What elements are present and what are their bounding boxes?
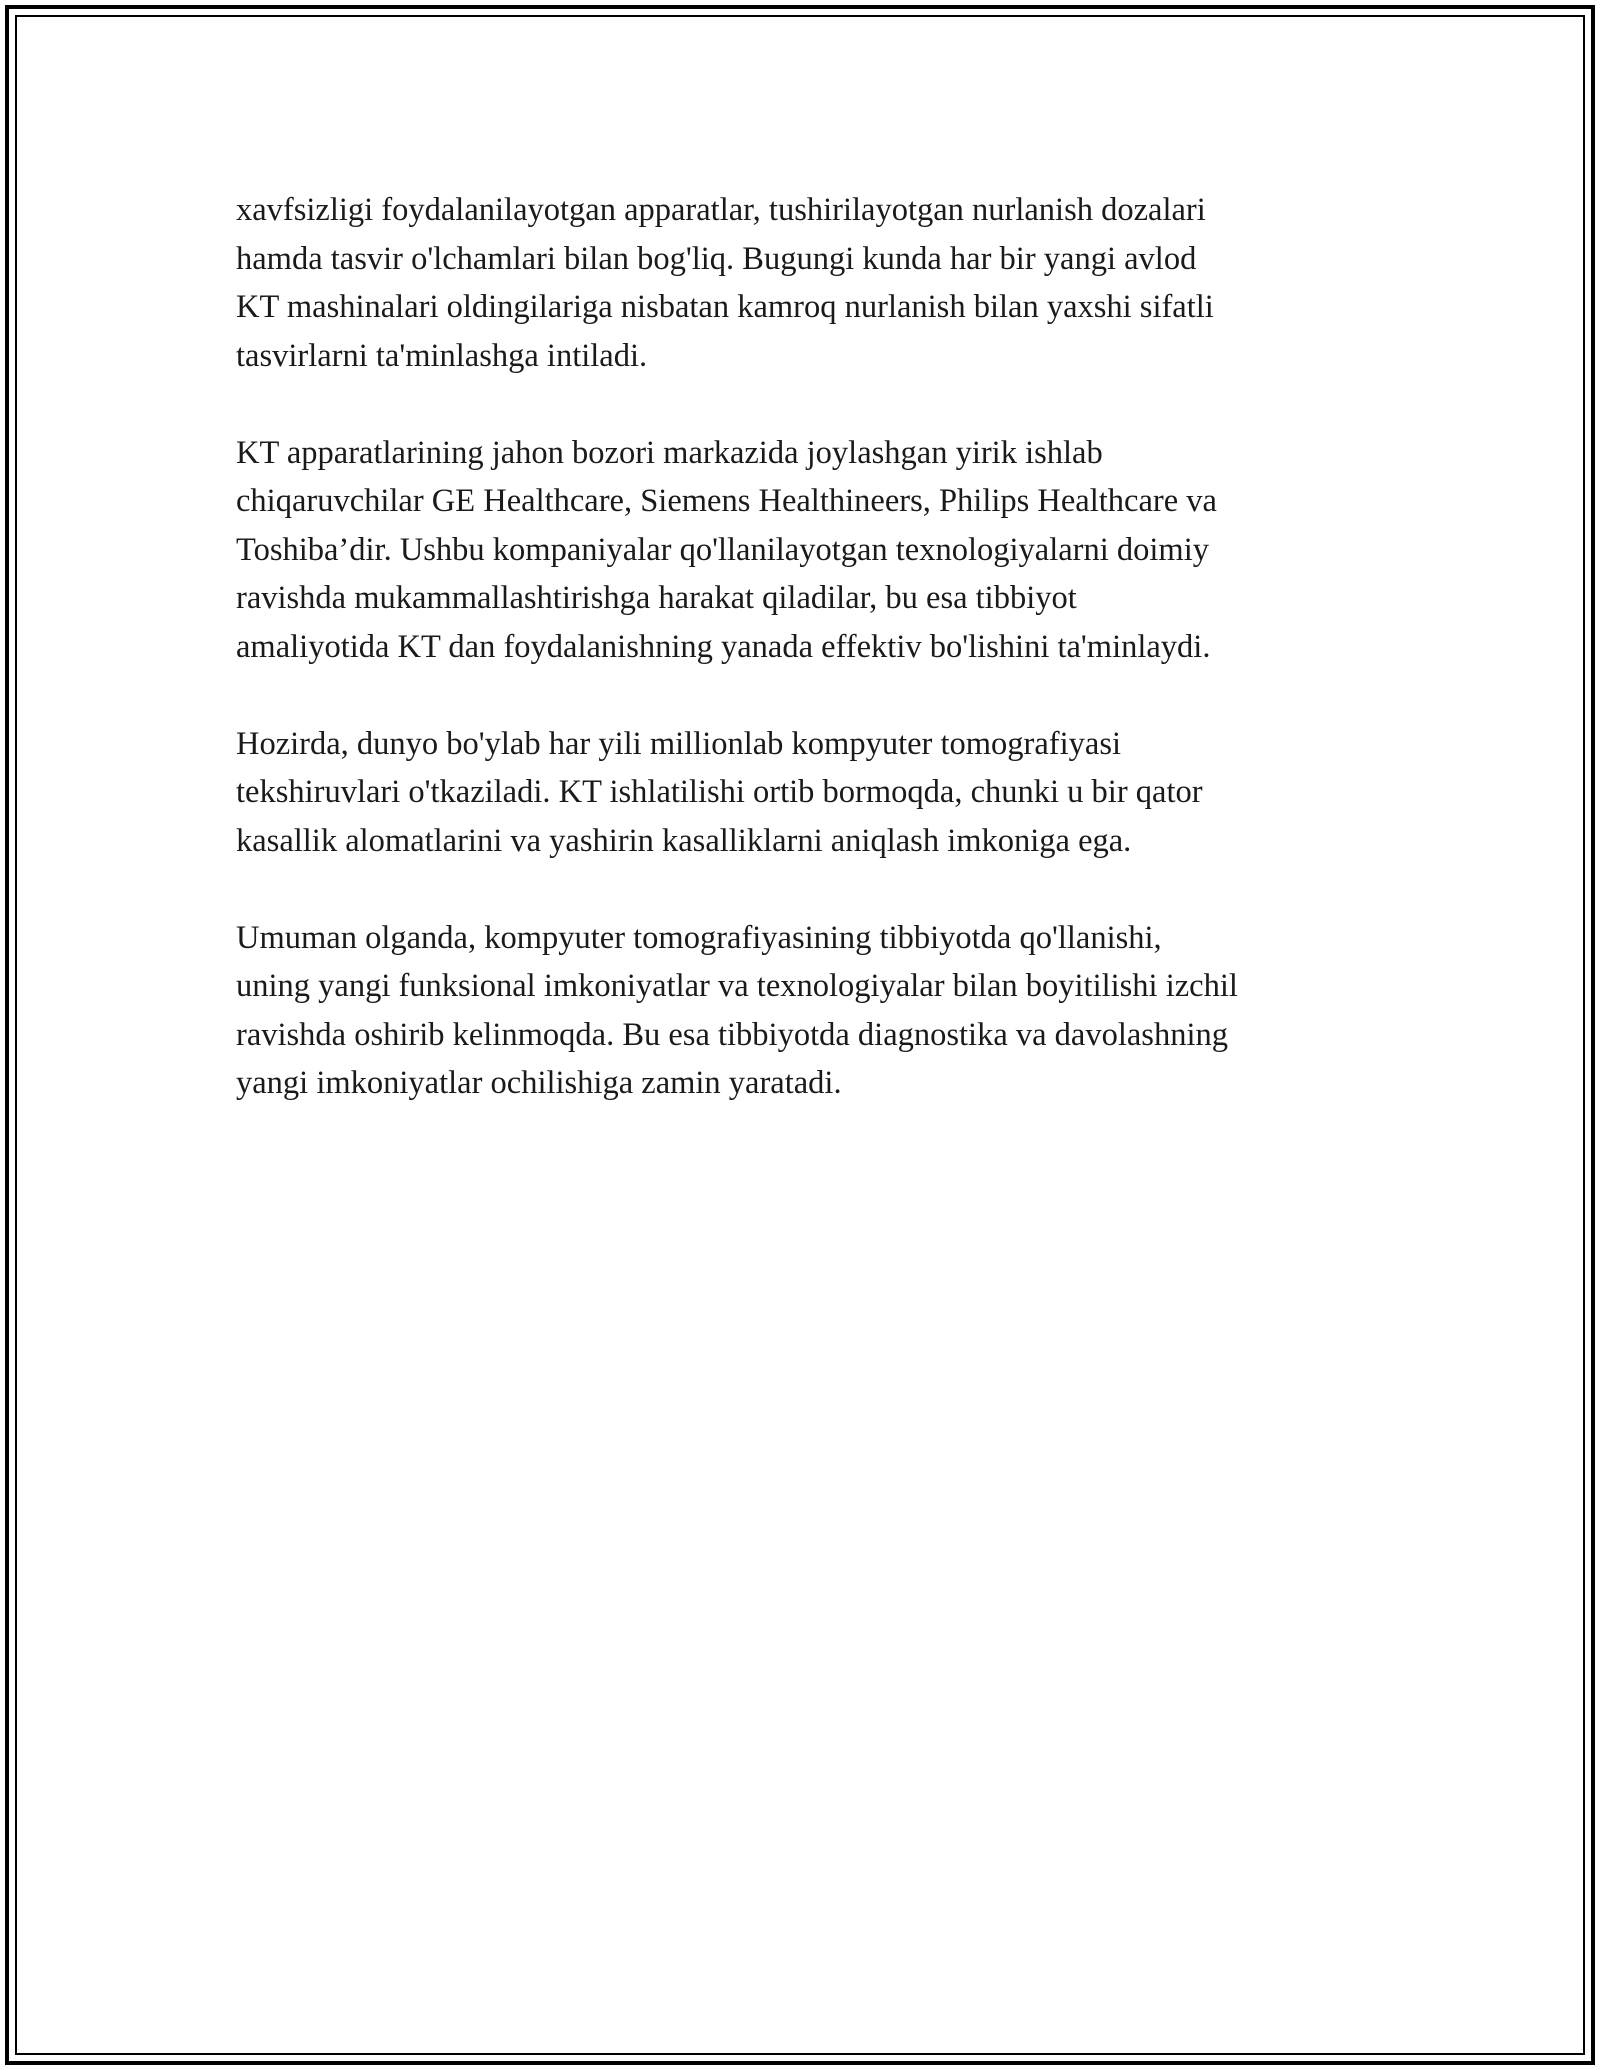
text-line: Hozirda, dunyo bo'ylab har yili millionlab kompyuter tomografiyasi <box>236 725 1121 762</box>
text-line: yangi imkoniyatlar ochilishiga zamin yaratadi. <box>236 1065 842 1101</box>
text-line: amaliyotida KT dan foydalanishning yanada effektiv bo'lishini ta'minlaydi. <box>236 628 1211 665</box>
text-line: Toshiba’dir. Ushbu kompaniyalar qo'llanilayotgan texnologiyalarni doimiy <box>236 531 1209 568</box>
document-body <box>236 186 1376 1156</box>
paragraph-radiation-safety <box>236 186 1376 380</box>
text-line: kasallik alomatlarini va yashirin kasalliklarni aniqlash imkoniga ega. <box>236 822 1132 859</box>
text-line: ravishda oshirib kelinmoqda. Bu esa tibbiyotda diagnostika va davolashning <box>236 1016 1228 1053</box>
text-line: uning yangi funksional imkoniyatlar va texnologiyalar bilan boyitilishi izchil <box>236 968 1238 1004</box>
text-line: KT mashinalari oldingilariga nisbatan kamroq nurlanish bilan yaxshi sifatli <box>236 289 1214 325</box>
text-line: ravishda mukammallashtirishga harakat qiladilar, bu esa tibbiyot <box>236 580 1077 616</box>
paragraph-manufacturers <box>236 429 1376 672</box>
text-line: chiqaruvchilar GE Healthcare, Siemens Healthineers, Philips Healthcare va <box>236 483 1217 519</box>
paragraph-worldwide-usage <box>236 720 1376 866</box>
text-line: Umuman olganda, kompyuter tomografiyasining tibbiyotda qo'llanishi, <box>236 919 1162 956</box>
paragraph-conclusion <box>236 914 1376 1108</box>
text-line: hamda tasvir o'lchamlari bilan bog'liq. Bugungi kunda har bir yangi avlod <box>236 240 1197 277</box>
text-line: tasvirlarni ta'minlashga intiladi. <box>236 337 648 374</box>
text-line: xavfsizligi foydalanilayotgan apparatlar, tushirilayotgan nurlanish dozalari <box>236 192 1206 228</box>
text-line: KT apparatlarining jahon bozori markazida joylashgan yirik ishlab <box>236 434 1103 471</box>
text-line: tekshiruvlari o'tkaziladi. KT ishlatilishi ortib bormoqda, chunki u bir qator <box>236 774 1203 810</box>
